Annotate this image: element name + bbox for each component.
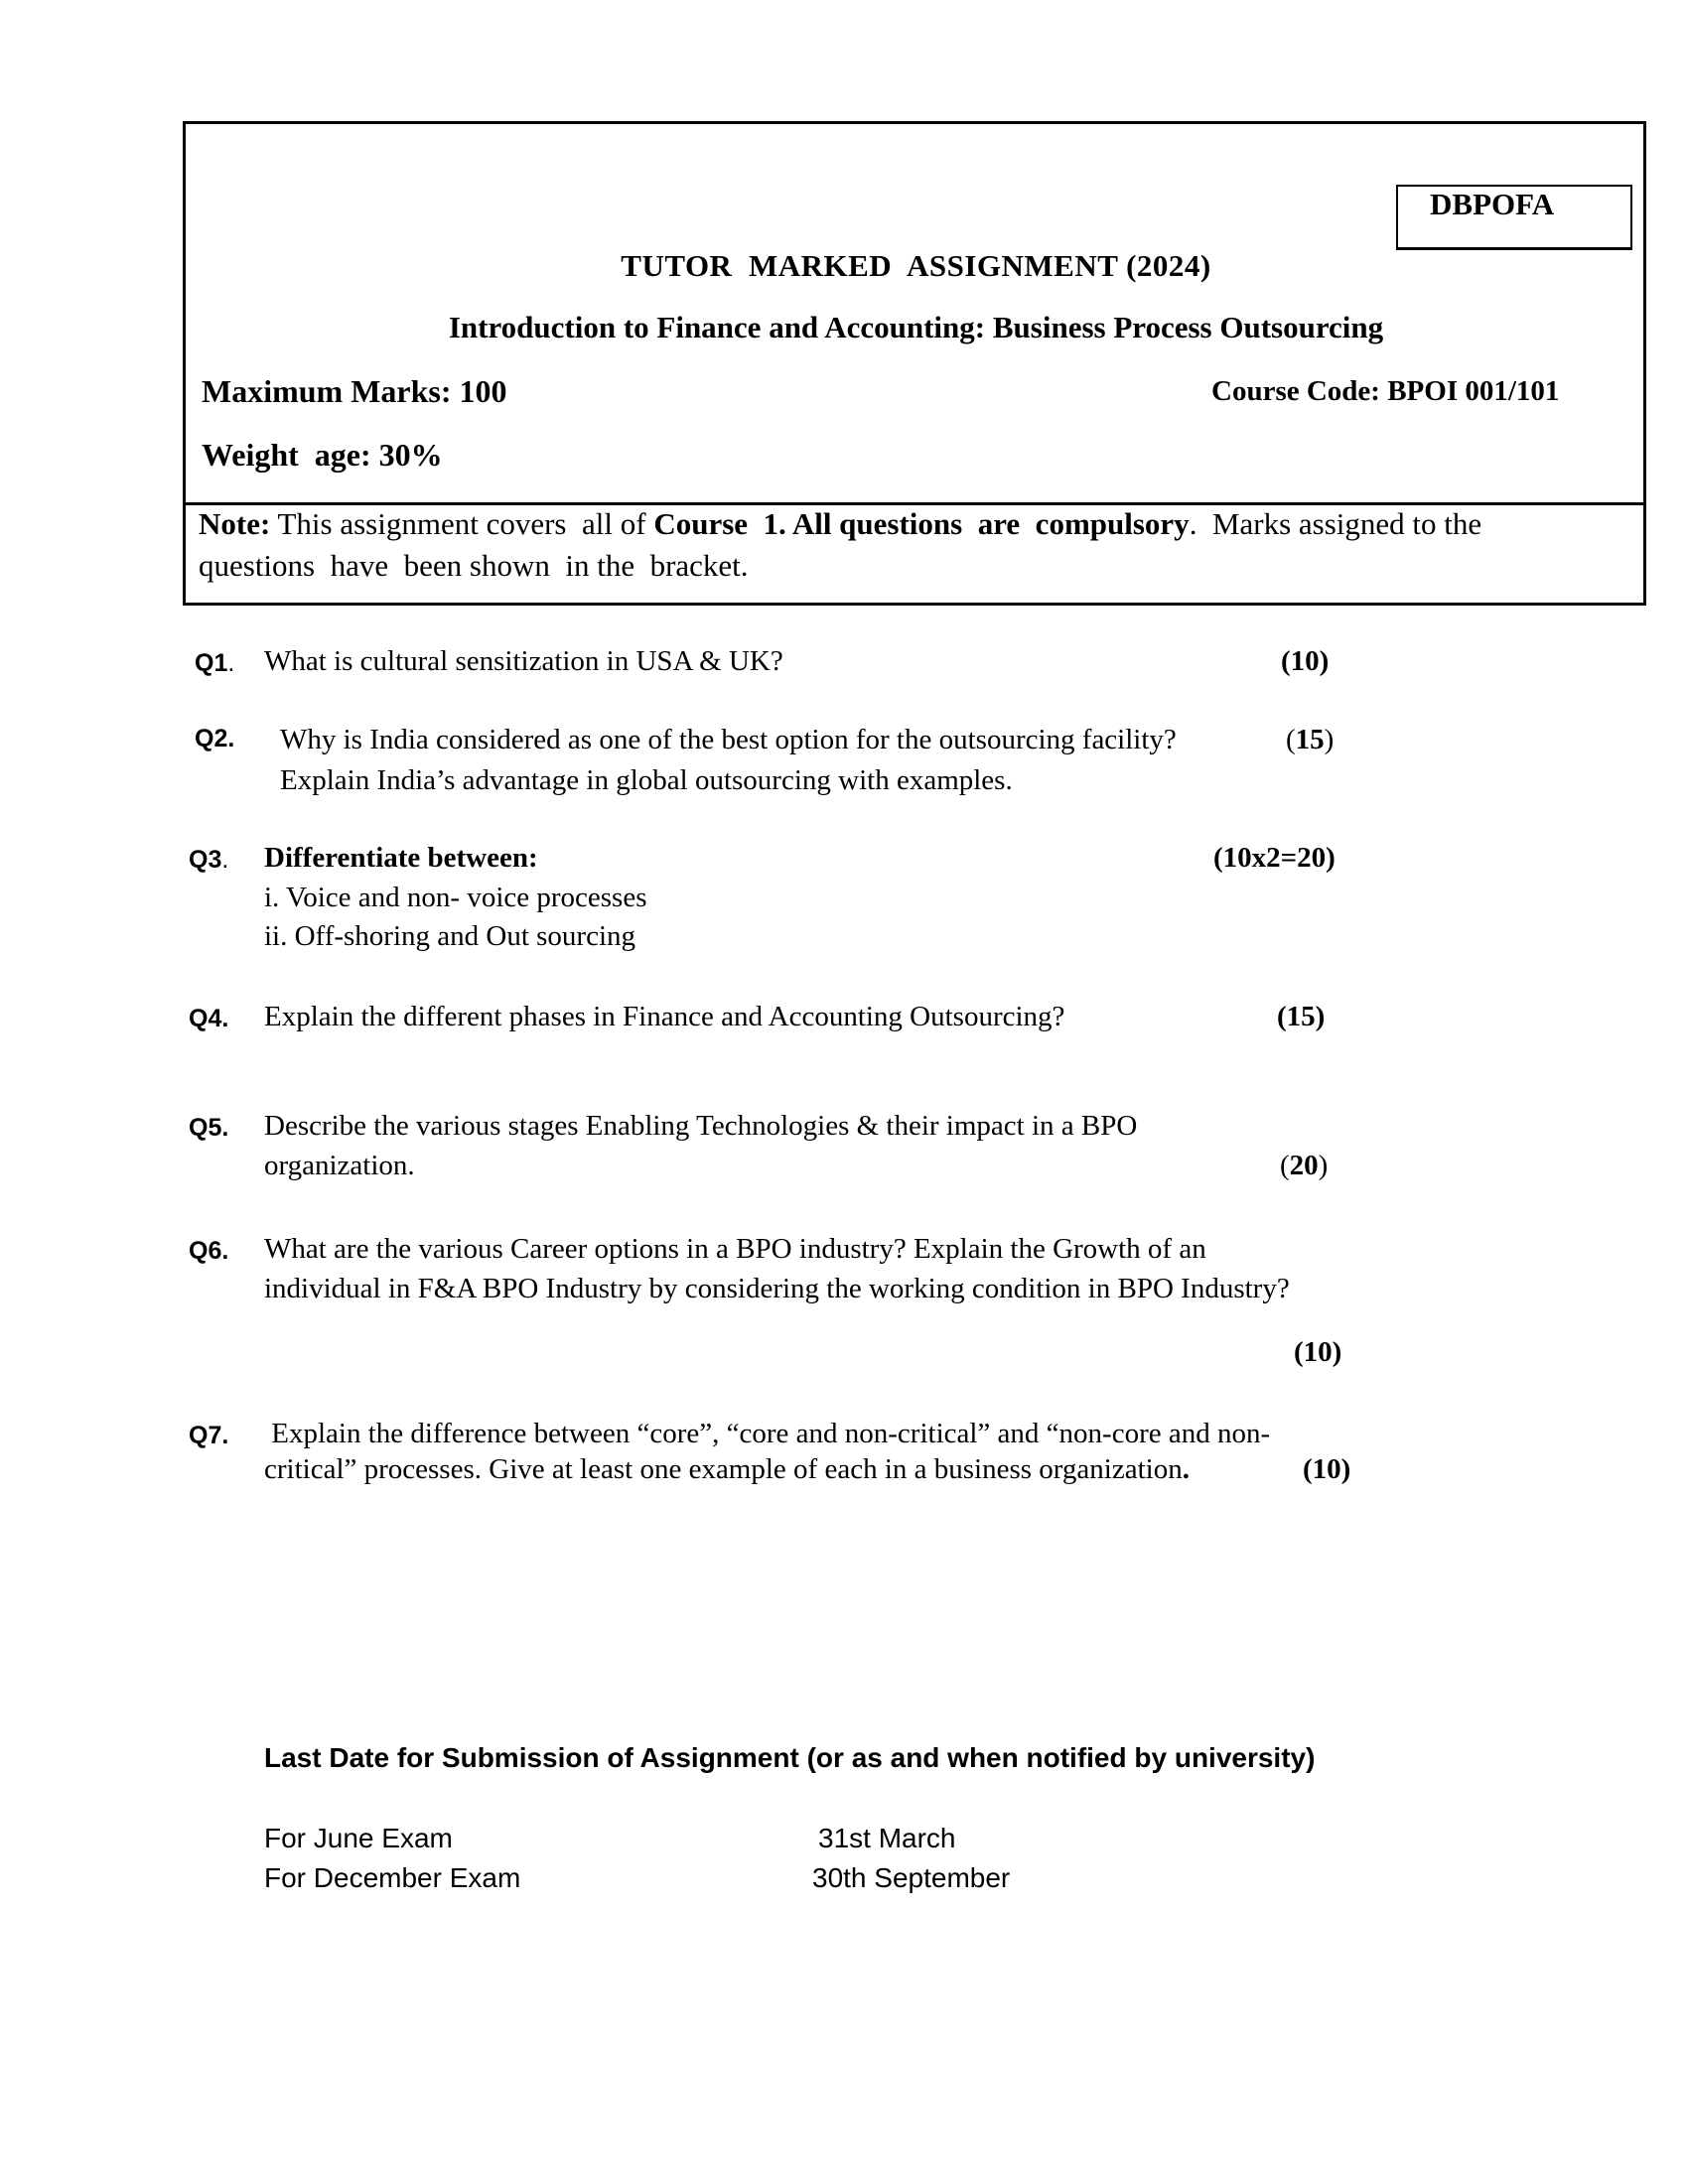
question-text: organization.: [264, 1150, 415, 1181]
note-text: This assignment covers all of: [270, 506, 654, 541]
question-marks: [1286, 724, 1334, 756]
note-emphasis: Course 1. All questions are compulsory: [653, 506, 1190, 541]
submission-date: 31st March: [818, 1823, 956, 1853]
question-label: Q4.: [189, 1005, 229, 1032]
question-number: Q1: [195, 649, 228, 677]
question-text: Describe the various stages Enabling Technologies & their impact in a BPO: [264, 1110, 1138, 1142]
question-text: [264, 1453, 1190, 1486]
note-line-2: questions have been shown in the bracket.: [199, 548, 749, 583]
marks-paren: (: [1286, 724, 1296, 755]
question-text: Explain India’s advantage in global outsourcing with examples.: [280, 764, 1013, 796]
question-text: Why is India considered as one of the best option for the outsourcing facility?: [280, 724, 1177, 755]
header-divider: [183, 502, 1646, 505]
question-text: What is cultural sensitization in USA & UK?: [264, 645, 783, 677]
note-line-1: [199, 506, 1481, 542]
document-title: TUTOR MARKED ASSIGNMENT (2024): [621, 248, 1211, 283]
question-marks: (10): [1281, 645, 1330, 677]
question-number: Q3: [189, 846, 222, 874]
question-text-end: .: [1182, 1453, 1190, 1485]
submission-heading: Last Date for Submission of Assignment (or as and when notified by university): [264, 1742, 1316, 1773]
question-label: Q7.: [189, 1422, 229, 1449]
question-label: Q5.: [189, 1114, 229, 1142]
question-text-line: critical” processes. Give at least one example of each in a business organization: [264, 1453, 1183, 1485]
marks-paren: ): [1324, 724, 1335, 755]
question-label: Q6.: [189, 1237, 229, 1265]
question-sub-item: ii. Off-shoring and Out sourcing: [264, 920, 635, 952]
document-subtitle: Introduction to Finance and Accounting: Business Process Outsourcing: [448, 310, 1384, 344]
question-text: Explain the difference between “core”, “core and non-critical” and “non-core and non-: [264, 1418, 1271, 1449]
question-marks: (10): [1303, 1453, 1351, 1485]
question-marks: (10): [1294, 1336, 1342, 1368]
marks-value: 15: [1295, 724, 1325, 755]
question-heading: Differentiate between:: [264, 842, 538, 874]
course-short-code: DBPOFA: [1430, 187, 1555, 221]
question-number-suffix: .: [227, 649, 235, 677]
question-text: individual in F&A BPO Industry by considering the working condition in BPO Industry?: [264, 1273, 1290, 1304]
submission-exam: For June Exam: [264, 1823, 453, 1853]
question-marks: [1280, 1150, 1328, 1182]
maximum-marks: Maximum Marks: 100: [202, 373, 507, 409]
note-label: Note:: [199, 506, 271, 541]
question-marks: (10x2=20): [1213, 842, 1336, 874]
question-marks: (15): [1277, 1001, 1326, 1032]
course-code: Course Code: BPOI 001/101: [1211, 375, 1560, 407]
submission-date: 30th September: [812, 1862, 1011, 1893]
question-label: [189, 846, 228, 875]
marks-paren: ): [1318, 1150, 1329, 1181]
question-sub-item: i. Voice and non- voice processes: [264, 882, 647, 913]
marks-value: 20: [1289, 1150, 1319, 1181]
question-text: What are the various Career options in a BPO industry? Explain the Growth of an: [264, 1233, 1206, 1265]
question-text: Explain the different phases in Finance and Accounting Outsourcing?: [264, 1001, 1065, 1032]
marks-paren: (: [1280, 1150, 1290, 1181]
weightage: Weight age: 30%: [202, 437, 443, 473]
question-label: [195, 649, 234, 678]
question-number-suffix: .: [221, 846, 229, 874]
note-text-end: . Marks assigned to the: [1189, 506, 1482, 541]
question-label: Q2.: [195, 725, 235, 752]
submission-exam: For December Exam: [264, 1862, 521, 1893]
